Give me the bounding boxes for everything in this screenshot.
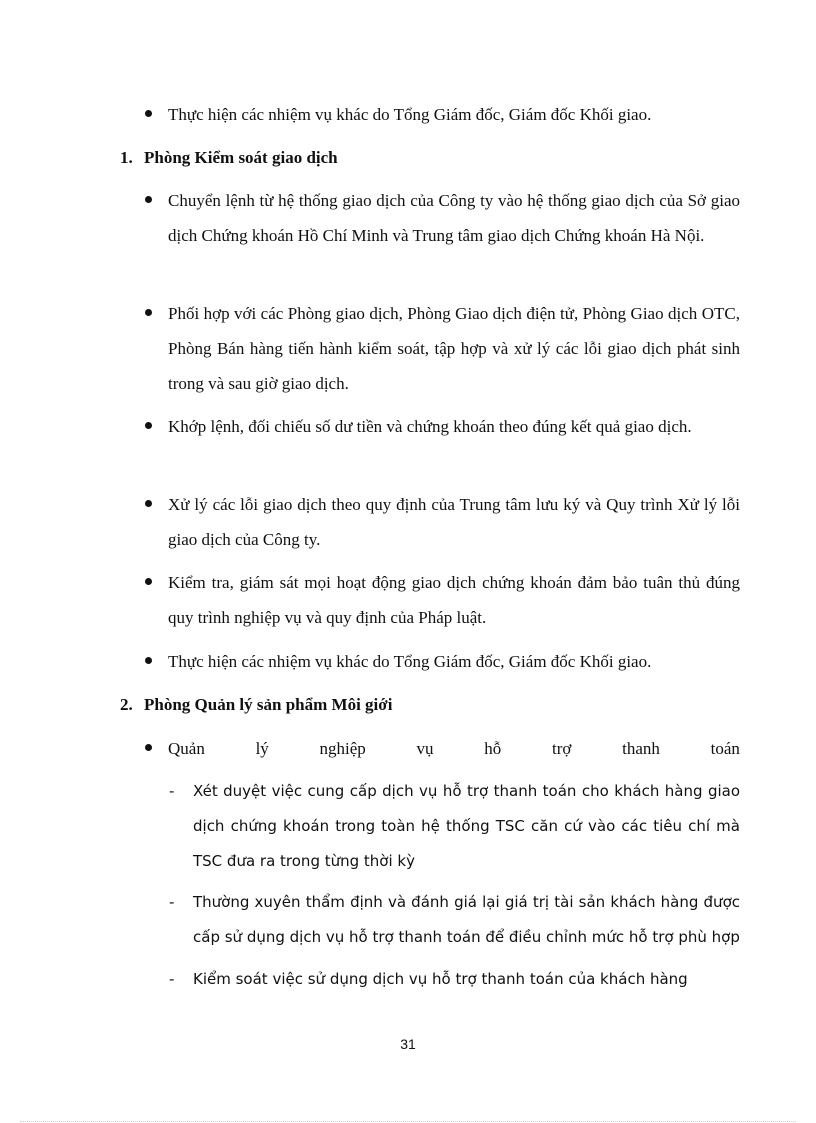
sub-list-item: - Xét duyệt việc cung cấp dịch vụ hỗ trợ thanh toán cho khách hàng giao dịch chứng khoán trong toàn hệ thống TSC căn cứ vào các tiêu chí mà TSC đưa ra trong từng thời kỳ <box>193 774 740 879</box>
word: thanh <box>622 739 660 758</box>
sub-list-item: - Kiểm soát việc sử dụng dịch vụ hỗ trợ thanh toán của khách hàng <box>193 962 740 997</box>
word: lý <box>255 739 269 758</box>
list-item: Khớp lệnh, đối chiếu số dư tiền và chứng khoán theo đúng kết quả giao dịch. <box>168 409 740 444</box>
word: toán <box>710 739 740 758</box>
list-item: Chuyển lệnh từ hệ thống giao dịch của Công ty vào hệ thống giao dịch của Sở giao dịch Chứng khoán Hồ Chí Minh và Trung tâm giao dịch Chứng khoán Hà Nội. <box>168 183 740 253</box>
word: trợ <box>552 739 572 758</box>
sub-list-item: - Thường xuyên thẩm định và đánh giá lại giá trị tài sản khách hàng được cấp sử dụng dịch vụ hỗ trợ thanh toán để điều chỉnh mức hỗ trợ phù hợp <box>193 885 740 955</box>
list-item <box>168 731 740 766</box>
list-item: Thực hiện các nhiệm vụ khác do Tổng Giám đốc, Giám đốc Khối giao. <box>168 644 740 679</box>
word: Quản <box>168 739 205 758</box>
list-item: Phối hợp với các Phòng giao dịch, Phòng Giao dịch điện tử, Phòng Giao dịch OTC, Phòng Bán hàng tiến hành kiểm soát, tập hợp và xử lý các lỗi giao dịch phát sinh trong và sau giờ giao dịch. <box>168 296 740 401</box>
word: hỗ <box>484 739 502 758</box>
section-heading-1 <box>120 140 338 175</box>
list-item: Xử lý các lỗi giao dịch theo quy định của Trung tâm lưu ký và Quy trình Xử lý lỗi giao dịch của Công ty. <box>168 487 740 557</box>
section-number: 1. <box>120 148 133 167</box>
word: vụ <box>416 739 434 758</box>
section-title: Phòng Kiểm soát giao dịch <box>144 148 338 167</box>
section-heading-2 <box>120 687 392 722</box>
spread-line <box>168 731 740 766</box>
section-title: Phòng Quản lý sản phẩm Môi giới <box>144 695 393 714</box>
list-item: Kiểm tra, giám sát mọi hoạt động giao dịch chứng khoán đảm bảo tuân thủ đúng quy trình nghiệp vụ và quy định của Pháp luật. <box>168 565 740 635</box>
word: nghiệp <box>319 739 366 758</box>
page-number: 31 <box>400 1036 416 1052</box>
page-separator <box>20 1121 796 1122</box>
list-item: Thực hiện các nhiệm vụ khác do Tổng Giám đốc, Giám đốc Khối giao. <box>168 97 740 132</box>
section-number: 2. <box>120 695 133 714</box>
